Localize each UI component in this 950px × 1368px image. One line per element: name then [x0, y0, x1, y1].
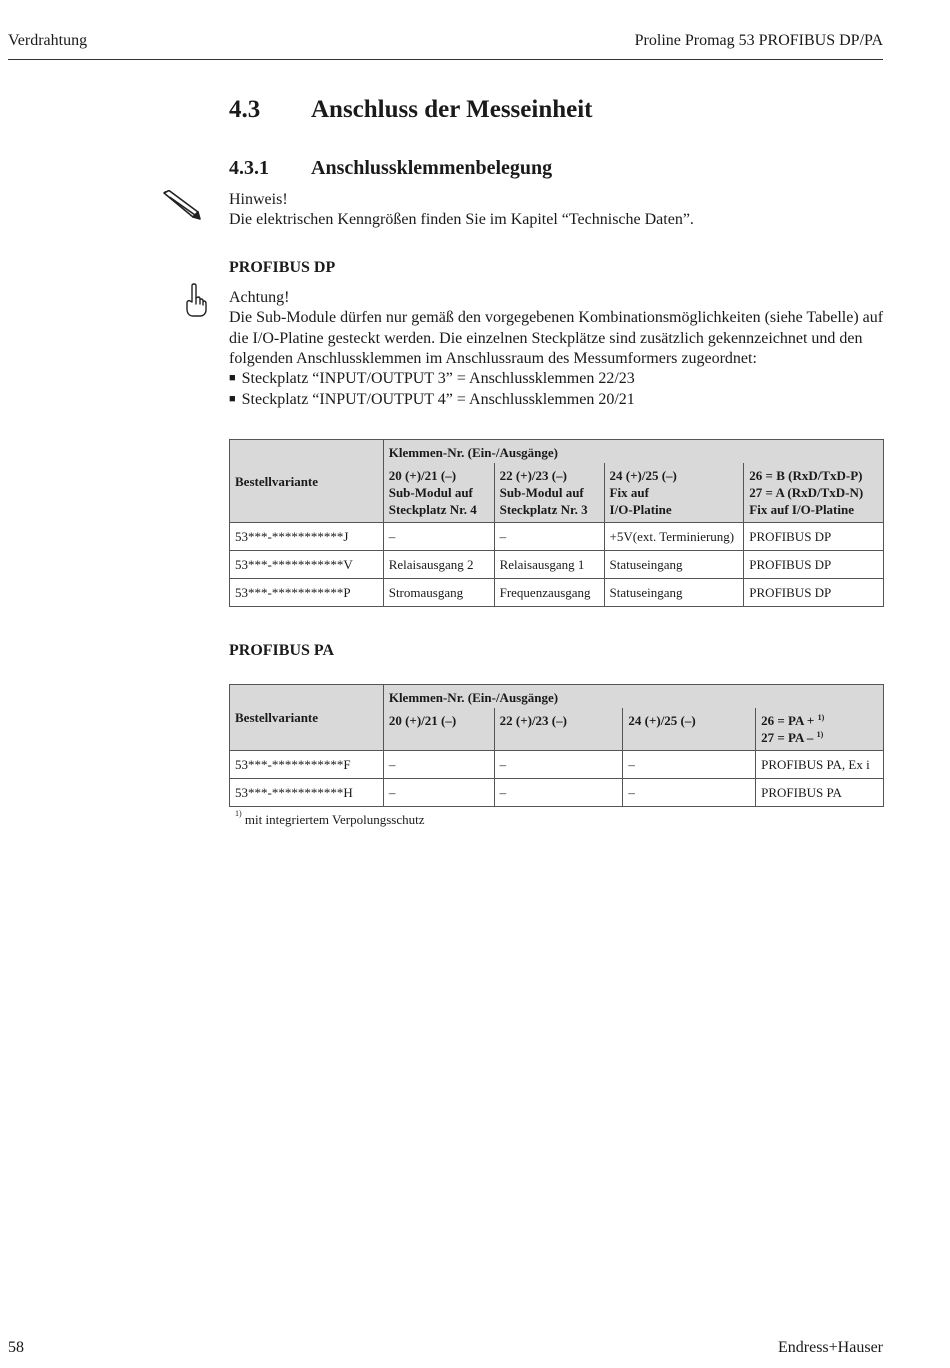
- running-header-product: Proline Promag 53 PROFIBUS DP/PA: [634, 32, 883, 49]
- running-header-section: Verdrahtung: [8, 32, 88, 49]
- table-cell: –: [494, 751, 623, 779]
- note-text: Die elektrischen Kenngrößen finden Sie im Kapitel “Technische Daten”.: [229, 211, 694, 229]
- table-cell: 53***-***********V: [230, 551, 384, 579]
- subsection-number: 4.3.1: [229, 157, 269, 179]
- footnote-marker: 1): [235, 809, 242, 818]
- table-cell: 53***-***********H: [230, 779, 384, 807]
- table-cell: –: [383, 779, 494, 807]
- hand-pointer-icon: [184, 282, 208, 318]
- column-group-header: Klemmen-Nr. (Ein-/Ausgänge): [383, 440, 883, 464]
- page-number: 58: [8, 1339, 24, 1356]
- section-title: Anschluss der Messeinheit: [311, 96, 593, 123]
- column-header: 20 (+)/21 (–): [383, 708, 494, 751]
- section-number: 4.3: [229, 96, 261, 123]
- caution-bullet-list: [229, 369, 889, 412]
- note-block: [229, 190, 889, 231]
- note-label: Hinweis!: [229, 191, 288, 208]
- table-cell: PROFIBUS DP: [744, 579, 884, 607]
- table-cell: 53***-***********F: [230, 751, 384, 779]
- table-cell: –: [623, 751, 756, 779]
- table-cell: PROFIBUS PA, Ex i: [756, 751, 884, 779]
- column-header: 26 = PA + $^{1)}$ 27 = PA – $^{1)}$: [756, 708, 884, 751]
- column-group-header: Klemmen-Nr. (Ein-/Ausgänge): [383, 685, 883, 709]
- profibus-dp-heading: PROFIBUS DP: [229, 259, 336, 276]
- column-header-order-code: Bestellvariante: [230, 440, 384, 523]
- table-row: [230, 779, 884, 807]
- table-cell: 53***-***********J: [230, 523, 384, 551]
- column-header: 26 = B (RxD/TxD-P) 27 = A (RxD/TxD-N) Fix auf I/O-Platine: [744, 463, 884, 523]
- footnote-marker: 1): [816, 730, 824, 739]
- table-cell: –: [383, 751, 494, 779]
- caution-text: Die Sub-Module dürfen nur gemäß den vorgegebenen Kombinationsmöglichkeiten (siehe Tabelle) auf die I/O-Platine gesteckt werden. Die einzelnen Steckplätze sind zusätzlich gekennzeichnet und den folgenden Anschlussklemmen im Anschlussraum des Messumformers zugeordnet:: [229, 309, 884, 367]
- table-cell: Relaisausgang 2: [383, 551, 494, 579]
- column-header: 24 (+)/25 (–) Fix auf I/O-Platine: [604, 463, 744, 523]
- table-cell: Stromausgang: [383, 579, 494, 607]
- table-cell: –: [383, 523, 494, 551]
- table-cell: PROFIBUS PA: [756, 779, 884, 807]
- list-item: ■ Steckplatz “INPUT/OUTPUT 4” = Anschlussklemmen 20/21: [229, 390, 889, 411]
- footnote-text: mit integriertem Verpolungsschutz: [244, 812, 425, 827]
- table-row: [230, 751, 884, 779]
- brand-name: Endress+Hauser: [778, 1339, 883, 1356]
- subsection-title: Anschlussklemmenbelegung: [311, 157, 553, 179]
- table-cell: 53***-***********P: [230, 579, 384, 607]
- table-row: [230, 523, 884, 551]
- column-header: 20 (+)/21 (–) Sub-Modul auf Steckplatz Nr. 4: [383, 463, 494, 523]
- profibus-pa-heading: PROFIBUS PA: [229, 642, 335, 659]
- caution-block: [229, 288, 889, 412]
- table-footnote: [235, 809, 425, 828]
- column-header: 22 (+)/23 (–): [494, 708, 623, 751]
- table-cell: –: [494, 779, 623, 807]
- table-cell: PROFIBUS DP: [744, 523, 884, 551]
- table-cell: Relaisausgang 1: [494, 551, 604, 579]
- table-cell: Frequenzausgang: [494, 579, 604, 607]
- caution-label: Achtung!: [229, 289, 290, 306]
- table-row: [230, 551, 884, 579]
- header-divider: [8, 59, 883, 60]
- table-cell: Statuseingang: [604, 579, 744, 607]
- list-item: ■ Steckplatz “INPUT/OUTPUT 3” = Anschlussklemmen 22/23: [229, 369, 889, 390]
- table-row: [230, 579, 884, 607]
- pencil-icon: [160, 190, 202, 222]
- table-cell: PROFIBUS DP: [744, 551, 884, 579]
- table-cell: +5V(ext. Terminierung): [604, 523, 744, 551]
- profibus-dp-terminal-table: [229, 439, 884, 607]
- column-header-order-code: Bestellvariante: [230, 685, 384, 751]
- table-cell: –: [494, 523, 604, 551]
- column-header: 22 (+)/23 (–) Sub-Modul auf Steckplatz Nr. 3: [494, 463, 604, 523]
- footnote-marker: 1): [817, 713, 825, 722]
- column-header: 24 (+)/25 (–): [623, 708, 756, 751]
- table-cell: –: [623, 779, 756, 807]
- profibus-pa-terminal-table: [229, 684, 884, 807]
- table-cell: Statuseingang: [604, 551, 744, 579]
